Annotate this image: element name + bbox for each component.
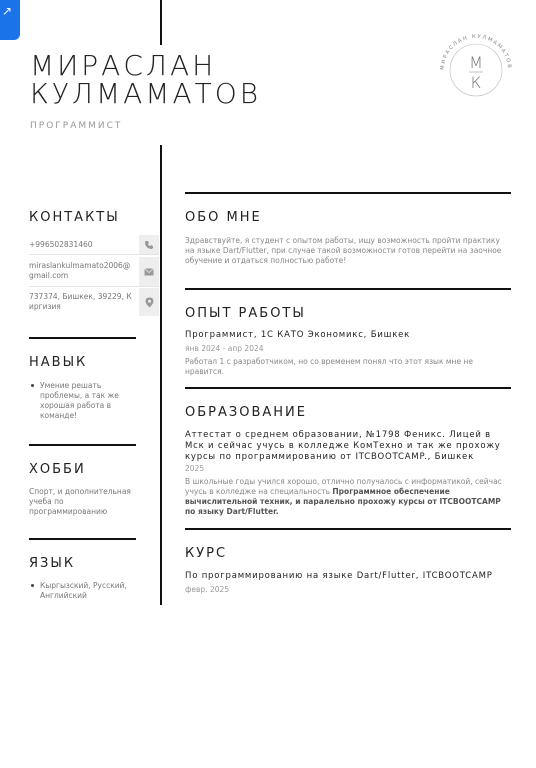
education-title: ОБРАЗОВАНИЕ (185, 405, 307, 420)
name-last: КУЛМАМАТОВ (30, 77, 262, 110)
hobbies-text: Спорт, и дополнительная учеба по программированию (29, 487, 131, 516)
contact-email-text: miraslankulmamato2006@gmail.com (29, 261, 131, 280)
experience-title: ОПЫТ РАБОТЫ (185, 306, 306, 321)
expand-button[interactable] (0, 0, 20, 40)
about-title: ОБО МНЕ (185, 210, 262, 225)
skills-rule (29, 337, 136, 339)
vertical-divider-top (160, 0, 162, 45)
languages-title: ЯЗЫК (29, 556, 76, 571)
contact-phone[interactable] (29, 235, 159, 255)
name-first: МИРАСЛАН (30, 49, 217, 82)
resume-role: ПРОГРАММИСТ (30, 121, 123, 131)
monogram-letter-1: М (469, 53, 483, 72)
contact-location[interactable] (29, 288, 159, 316)
education-text-bold: Программное обеспечение вычислительной техник, и паралельно прохожу курсы от ITCBOOTCAMP по языку Dart/Flutter. (185, 487, 501, 516)
languages-rule (29, 538, 136, 540)
skills-title: НАВЫК (29, 355, 88, 370)
location-icon (139, 288, 159, 316)
skill-item: Умение решать проблемы, а так же хорошая работа в команде! (30, 381, 140, 421)
vertical-divider-main (160, 145, 162, 605)
experience-text: Работал 1 с разработчиком, но со временем понял что этот язык мне не нравится. (185, 357, 473, 376)
experience-rule (185, 288, 511, 290)
course-date: февр. 2025 (185, 585, 230, 594)
contact-email[interactable] (29, 257, 159, 287)
about-text: Здравствуйте, я студент с опытом работы, ищу возможность пройти практику на языке Dart/Flutter, при случае такой возможности готов перейти на заочное обучение и отдаться полностью работе! (185, 236, 502, 265)
contacts-title: КОНТАКТЫ (29, 210, 120, 225)
hobbies-rule (29, 444, 136, 446)
course-rule (185, 528, 511, 530)
experience-date: янв 2024 - апр 2024 (185, 344, 264, 353)
education-date: 2025 (185, 464, 205, 473)
monogram-logo (436, 30, 516, 110)
contact-location-text: 737374, Бишкек, 39229, Киргизия (29, 292, 132, 311)
skills-list (30, 381, 140, 421)
education-rule (185, 387, 511, 389)
course-name: По программированию на языке Dart/Flutter, ITCBOOTCAMP (185, 571, 493, 581)
resume-name (30, 49, 262, 110)
languages-list (30, 581, 130, 601)
phone-icon (139, 235, 159, 254)
expand-arrow-icon: ↗ (2, 4, 13, 18)
course-title: КУРС (185, 546, 228, 561)
experience-job: Программист, 1С КАТО Экономикс, Бишкек (185, 330, 411, 340)
contact-phone-text: +996502831460 (29, 240, 93, 249)
education-text (185, 477, 511, 517)
education-degree: Аттестат о среднем образовании, №1798 Феникс. Лицей в Мск и сейчас учусь в колледже КомТехно и так же прохожу курсы по программированию от ITCBOOTCAMP., Бишкек (185, 430, 501, 462)
about-rule (185, 192, 511, 194)
mail-icon (139, 257, 159, 286)
education-text-plain: В школьные годы учился хорошо, отлично получалось с информатикой, сейчас учусь в колледже на специальность (185, 477, 502, 496)
monogram-ring-text: МИРАСЛАН КУЛМАМАТОВ (439, 33, 513, 71)
monogram-letter-2: К (470, 73, 482, 92)
hobbies-title: ХОББИ (29, 462, 86, 477)
language-item: Кыргызский, Русский, Английский (30, 581, 130, 601)
